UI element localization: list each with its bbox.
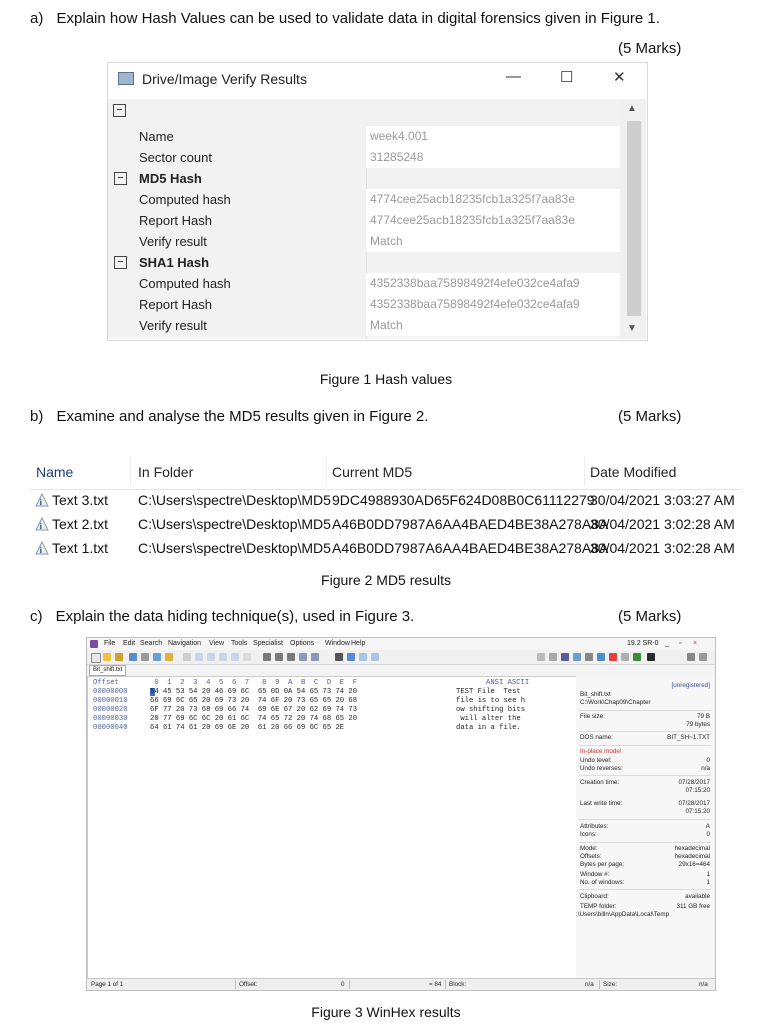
menu-edit[interactable]: Edit [123, 640, 136, 647]
app-icon [118, 72, 134, 85]
property-label: SHA1 Hash [139, 255, 210, 270]
toolbar [87, 650, 715, 665]
bytes-per-page: 29x16=464 [678, 861, 710, 868]
col-md5[interactable]: Current MD5 [332, 464, 413, 480]
window-label: Window #: [580, 871, 610, 878]
ascii-text[interactable]: data in a file. [456, 724, 521, 732]
creation-date: 07/28/2017 [678, 779, 710, 786]
winhex-window [86, 637, 716, 991]
menu-options[interactable]: Options [290, 640, 315, 647]
page-indicator: Page 1 of 1 [91, 981, 124, 988]
offsets: hexadecimal [674, 853, 710, 860]
maximize-button[interactable]: ☐ [560, 69, 574, 86]
ascii-text[interactable]: file is to see h [456, 697, 526, 705]
window-title: Drive/Image Verify Results [142, 71, 307, 87]
menu-view[interactable]: View [209, 640, 225, 647]
separator [579, 819, 711, 820]
undo-level-label: Undo level: [580, 757, 612, 764]
lastwrite-label: Last write time: [580, 800, 623, 807]
cell-md5: A46B0DD7987A6AA4BAED4BE38A278A8A [332, 540, 609, 556]
question-b-text: Examine and analyse the MD5 results given in Figure 2. [56, 408, 429, 425]
menu-help[interactable]: Help [351, 640, 366, 647]
property-label: Verify result [139, 234, 207, 249]
file-info-panel [576, 676, 714, 978]
bytes-per-page-label: Bytes per page: [580, 861, 625, 868]
creation-label: Creation time: [580, 779, 620, 786]
separator [579, 889, 711, 890]
cell-md5: A46B0DD7987A6AA4BAED4BE38A278A8A [332, 516, 609, 532]
clipboard: available [685, 893, 710, 900]
header-divider [30, 489, 742, 490]
status-sep [599, 980, 600, 989]
svg-text:i: i [39, 521, 43, 531]
property-value: Match [370, 234, 403, 248]
close-button[interactable]: ✕ [613, 69, 626, 86]
offset-header: Offset [93, 679, 119, 687]
menu-file[interactable]: File [104, 640, 116, 647]
hex-offset: 00000020 [93, 706, 128, 714]
collapse-icon[interactable]: − [113, 104, 126, 117]
clipboard-label: Clipboard: [580, 893, 609, 900]
find-hex-icon[interactable] [275, 653, 283, 661]
forward-icon[interactable] [371, 653, 379, 661]
property-label: Sector count [139, 150, 212, 165]
search-icon[interactable] [573, 653, 581, 661]
windows-count: 1 [706, 879, 710, 886]
paste-icon[interactable] [219, 653, 227, 661]
disk-tools-icon[interactable] [537, 653, 545, 661]
open-disk-icon[interactable] [115, 653, 123, 661]
mode: hexadecimal [674, 845, 710, 852]
cell-name[interactable]: Text 2.txt [52, 516, 109, 532]
file-path: C:\Work\Chap09\Chapter [580, 699, 651, 706]
ascii-text[interactable]: TEST File Test [456, 688, 521, 696]
file-icon [35, 541, 49, 557]
question-b [30, 408, 428, 425]
file-size-b: 79 B [697, 713, 710, 720]
menu-bar [87, 638, 715, 650]
separator [579, 775, 711, 776]
property-value: 4352338baa75898492f4efe032ce4afa9 [370, 276, 580, 290]
scroll-down-icon[interactable]: ▼ [627, 323, 637, 334]
cell-folder: C:\Users\spectre\Desktop\MD5 [138, 492, 331, 508]
menu-specialist[interactable]: Specialist [253, 640, 283, 647]
hex-bytes[interactable]: 54 45 53 54 20 46 69 6C 65 0D 0A 54 65 73 74 20 [150, 688, 358, 696]
calc-icon[interactable] [561, 653, 569, 661]
vertical-scrollbar[interactable] [620, 99, 646, 339]
goto-icon[interactable] [347, 653, 355, 661]
hex-bytes[interactable]: 66 69 6C 65 20 69 73 20 74 6F 20 73 65 65 20 68 [150, 697, 358, 705]
cell-date: 30/04/2021 3:02:28 AM [590, 516, 735, 532]
in-place-mode: In-place mode! [580, 748, 622, 755]
byte-value: = 84 [429, 981, 442, 988]
window-number: 1 [706, 871, 710, 878]
figure3-caption: Figure 3 WinHex results [311, 1004, 461, 1020]
property-label: Computed hash [139, 276, 231, 291]
section-header[interactable] [108, 252, 620, 273]
property-value: 4352338baa75898492f4efe032ce4afa9 [370, 297, 580, 311]
property-value: 4774cee25acb18235fcb1a325f7aa83e [370, 213, 575, 227]
property-row[interactable] [108, 210, 620, 231]
separator [579, 710, 711, 711]
hex-offset: 00000040 [93, 724, 128, 732]
property-label: Report Hash [139, 297, 212, 312]
hex-header: 0 1 2 3 4 5 6 7 8 9 A B C D E F [150, 679, 358, 687]
col-folder[interactable]: In Folder [138, 464, 194, 480]
svg-text:i: i [39, 545, 43, 555]
question-b-label: b) [30, 408, 44, 425]
attributes-label: Attributes: [580, 823, 609, 830]
property-row[interactable] [108, 231, 620, 252]
hex-offset: 00000010 [93, 697, 128, 705]
cut-icon[interactable] [195, 653, 203, 661]
question-b-marks: (5 Marks) [618, 408, 682, 425]
question-a-text: Explain how Hash Values can be used to validate data in digital forensics given in Figure 1. [56, 10, 660, 27]
property-label: Computed hash [139, 192, 231, 207]
undo-icon[interactable] [183, 653, 191, 661]
scrollbar-thumb[interactable] [627, 121, 641, 316]
question-a [30, 10, 660, 27]
hex-offset: 00000000 [93, 688, 128, 696]
hex-bytes[interactable]: 6F 77 20 73 68 69 66 74 69 6E 67 20 62 69 74 73 [150, 706, 358, 714]
lastwrite-date: 07/28/2017 [678, 800, 710, 807]
block-label: Block: [449, 981, 467, 988]
col-name[interactable]: Name [36, 464, 74, 480]
property-row[interactable] [108, 126, 620, 147]
paste-special-icon[interactable] [231, 653, 239, 661]
separator [579, 731, 711, 732]
layout-icon[interactable] [687, 653, 695, 661]
winhex-logo-icon [90, 640, 98, 648]
collapse-icon[interactable]: − [114, 172, 127, 185]
folder-icon[interactable] [165, 653, 173, 661]
print-icon[interactable] [141, 653, 149, 661]
cell-date: 30/04/2021 3:02:28 AM [590, 540, 735, 556]
template-icon[interactable] [585, 653, 593, 661]
hash-icon[interactable] [549, 653, 557, 661]
green-icon[interactable] [633, 653, 641, 661]
unregistered-label: [unregistered] [671, 682, 710, 689]
cell-md5: 9DC4988930AD65F624D08B0C61112279 [332, 492, 595, 508]
question-c-label: c) [30, 608, 43, 625]
col-date[interactable]: Date Modified [590, 464, 677, 480]
cell-name[interactable]: Text 1.txt [52, 540, 109, 556]
scroll-up-icon[interactable]: ▲ [627, 103, 637, 114]
status-bar [87, 978, 715, 990]
col-sep [130, 456, 131, 486]
ascii-text[interactable]: will alter the [456, 715, 526, 723]
file-icon [35, 517, 49, 533]
figure2-caption: Figure 2 MD5 results [321, 572, 451, 588]
undo-level: 0 [706, 757, 710, 764]
temp-label: TEMP folder: [580, 903, 617, 910]
figure1-caption: Figure 1 Hash values [319, 371, 453, 387]
property-row[interactable] [108, 189, 620, 210]
property-value: week4.001 [370, 129, 429, 143]
replace-hex-icon[interactable] [299, 653, 307, 661]
property-label: Name [139, 129, 174, 144]
dos-name-label: DOS name: [580, 734, 613, 741]
dos-name: BIT_SH~1.TXT [667, 734, 710, 741]
property-row[interactable] [108, 294, 620, 315]
mode-label: Mode: [580, 845, 598, 852]
status-sep [235, 980, 236, 989]
property-label: Report Hash [139, 213, 212, 228]
question-a-label: a) [30, 10, 44, 27]
svg-text:i: i [39, 497, 43, 507]
block-value: n/a [585, 981, 594, 988]
file-size-label: File size: [580, 713, 605, 720]
icons: 0 [706, 831, 710, 838]
file-icon [35, 493, 49, 509]
menu-navigation[interactable]: Navigation [168, 640, 202, 647]
mdi-close-icon[interactable]: × [693, 640, 698, 647]
tab-bit-shift[interactable]: Bit_shift.txt [89, 665, 126, 676]
question-c [30, 608, 414, 625]
cell-folder: C:\Users\spectre\Desktop\MD5 [138, 540, 331, 556]
property-row[interactable] [108, 147, 620, 168]
property-row[interactable] [108, 315, 620, 336]
options-icon[interactable] [621, 653, 629, 661]
verify-results-window [107, 62, 648, 341]
md5-results-table [30, 454, 742, 564]
collapse-icon[interactable]: − [114, 256, 127, 269]
properties-icon[interactable] [153, 653, 161, 661]
hex-bytes[interactable]: 20 77 69 6C 6C 20 61 6C 74 65 72 20 74 68 65 20 [150, 715, 358, 723]
media-icon[interactable] [597, 653, 605, 661]
undo-reverses: n/a [701, 765, 710, 772]
lastwrite-time: 07:15:20 [685, 808, 710, 815]
ascii-text[interactable]: ow shifting bits [456, 706, 526, 714]
copy-icon[interactable] [207, 653, 215, 661]
separator [579, 842, 711, 843]
goto-offset-icon[interactable] [335, 653, 343, 661]
status-sep [445, 980, 446, 989]
question-c-marks: (5 Marks) [618, 608, 682, 625]
property-value: 31285248 [370, 150, 424, 164]
section-header[interactable] [108, 168, 620, 189]
cell-date: 30/04/2021 3:03:27 AM [590, 492, 735, 508]
find-next-icon[interactable] [311, 653, 319, 661]
cell-name[interactable]: Text 3.txt [52, 492, 109, 508]
file-name: Bit_shift.txt [580, 691, 611, 698]
offset-label: Offset: [239, 981, 258, 988]
undo-reverses-label: Undo reverses: [580, 765, 623, 772]
new-file-icon[interactable] [91, 653, 101, 663]
property-value: 4774cee25acb18235fcb1a325f7aa83e [370, 192, 575, 206]
minimize-button[interactable]: — [506, 68, 521, 85]
windows-label: No. of windows: [580, 879, 625, 886]
mdi-restore-icon[interactable]: ▫ [679, 640, 682, 647]
question-c-text: Explain the data hiding technique(s), used in Figure 3. [55, 608, 415, 625]
property-label: Verify result [139, 318, 207, 333]
menu-search[interactable]: Search [140, 640, 163, 647]
cell-folder: C:\Users\spectre\Desktop\MD5 [138, 516, 331, 532]
layout2-icon[interactable] [699, 653, 707, 661]
open-folder-icon[interactable] [103, 653, 111, 661]
property-row[interactable] [108, 273, 620, 294]
ascii-header: ANSI ASCII [486, 679, 530, 687]
question-a-marks: (5 Marks) [618, 40, 682, 57]
status-sep [349, 980, 350, 989]
hex-icon[interactable] [243, 653, 251, 661]
hex-bytes[interactable]: 64 61 74 61 20 69 6E 20 61 20 66 69 6C 65 2E [150, 724, 345, 732]
file-size-bytes: 79 bytes [686, 721, 710, 728]
version-label: 19.2 SR-0 [627, 640, 659, 647]
property-value: Match [370, 318, 403, 332]
window-titlebar [108, 63, 647, 93]
menu-tools[interactable]: Tools [231, 640, 248, 647]
col-sep [326, 456, 327, 486]
temp-free: 311 GB free [676, 903, 710, 910]
hex-editor-panel[interactable] [87, 676, 577, 980]
find-icon[interactable] [263, 653, 271, 661]
attributes: A [705, 823, 710, 830]
back-icon[interactable] [359, 653, 367, 661]
creation-time: 07:15:20 [685, 787, 710, 794]
settings-icon[interactable] [647, 653, 655, 661]
save-icon[interactable] [129, 653, 137, 661]
file-tabs [87, 665, 715, 675]
mdi-minimize-icon[interactable]: _ [665, 640, 669, 647]
offset-value: 0 [341, 981, 345, 988]
offsets-label: Offsets: [580, 853, 602, 860]
menu-window[interactable]: Window [325, 640, 350, 647]
property-label: MD5 Hash [139, 171, 202, 186]
temp-path: :\Users\billn\AppData\Local\Temp [576, 911, 670, 918]
col-sep [584, 456, 585, 486]
size-label: Size: [603, 981, 617, 988]
replace-icon[interactable] [287, 653, 295, 661]
property-grid [108, 99, 620, 339]
hex-offset: 00000030 [93, 715, 128, 723]
size-value: n/a [699, 981, 708, 988]
ram-icon[interactable] [609, 653, 617, 661]
separator [579, 745, 711, 746]
icons-label: Icons: [580, 831, 597, 838]
